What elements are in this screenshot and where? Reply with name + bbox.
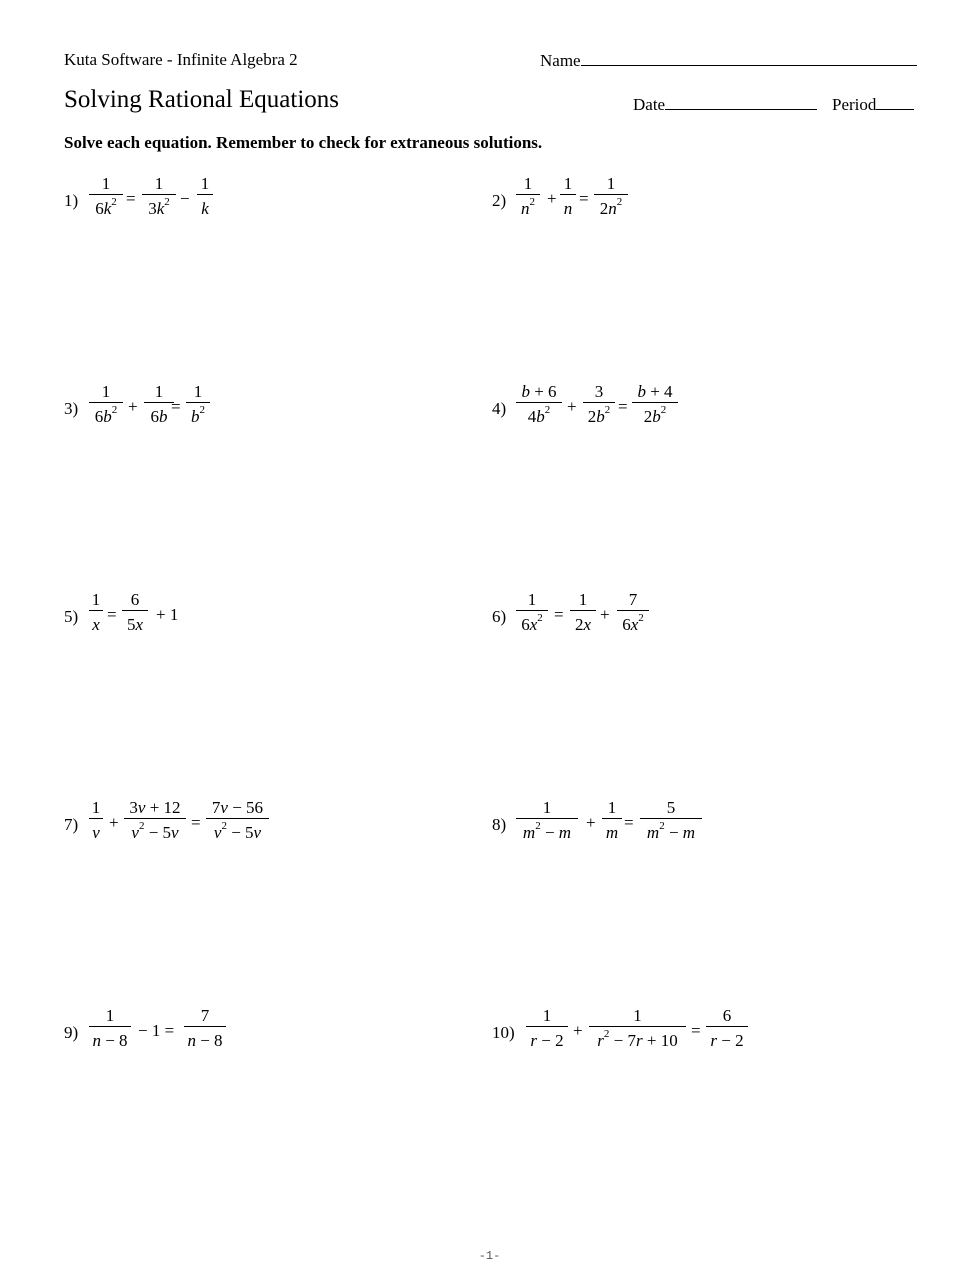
minus-one-equals: − 1 = — [138, 1021, 175, 1040]
fraction: b + 4 $2b^2$ — [632, 382, 678, 428]
period-field — [832, 94, 914, 115]
minus-sign: − — [180, 189, 190, 208]
plus-one: + 1 — [156, 605, 179, 624]
problem-number: 6) — [492, 607, 507, 626]
plus-sign: + — [567, 397, 577, 416]
equals-sign: = — [624, 813, 634, 832]
problem-number: 7) — [64, 815, 79, 834]
fraction: 1 n − 8 — [89, 1006, 131, 1052]
fraction: 6 5x — [122, 590, 148, 636]
fraction: 1 k — [197, 174, 213, 220]
instructions: Solve each equation. Remember to check for extraneous solutions. — [64, 133, 543, 152]
fraction: 1 6b — [144, 382, 174, 428]
fraction: 1 $3k^2$ — [142, 174, 176, 220]
fraction: 3 $2b^2$ — [583, 382, 615, 428]
problem-number: 1) — [64, 191, 79, 210]
plus-sign: + — [128, 397, 138, 416]
date-label: Date — [633, 95, 666, 114]
period-label: Period — [832, 95, 877, 114]
fraction: 1 m — [602, 798, 622, 844]
page-number: -1- — [478, 1249, 501, 1263]
fraction: 3v + 12 $v^2 - 5v$ — [124, 798, 186, 844]
fraction: 1 r − 2 — [526, 1006, 568, 1052]
fraction: b + 6 $4b^2$ — [516, 382, 562, 428]
header-source: Kuta Software - Infinite Algebra 2 — [64, 50, 298, 69]
date-field — [633, 94, 817, 115]
equals-sign: = — [126, 189, 136, 208]
name-blank — [581, 50, 917, 66]
fraction: 1 2x — [570, 590, 596, 636]
period-blank — [876, 94, 914, 110]
name-field — [540, 50, 917, 71]
fraction: 7v − 56 $v^2 - 5v$ — [206, 798, 269, 844]
date-blank — [665, 94, 817, 110]
fraction: 1 v — [89, 798, 103, 844]
fraction: 1 $n^2$ — [516, 174, 540, 220]
fraction: 1 $6b^2$ — [89, 382, 123, 428]
fraction: 7 $6x^2$ — [617, 590, 649, 636]
plus-sign: + — [547, 189, 557, 208]
equals-sign: = — [691, 1021, 701, 1040]
problem-number: 10) — [492, 1023, 515, 1042]
problem-number: 4) — [492, 399, 507, 418]
problem-number: 5) — [64, 607, 79, 626]
equals-sign: = — [579, 189, 589, 208]
equals-sign: = — [191, 813, 201, 832]
fraction: 7 n − 8 — [184, 1006, 226, 1052]
fraction: 1 x — [89, 590, 103, 636]
plus-sign: + — [600, 605, 610, 624]
fraction: 1 $6k^2$ — [89, 174, 123, 220]
fraction: 5 $m^2 - m$ — [640, 798, 702, 844]
fraction: 1 $m^2 - m$ — [516, 798, 578, 844]
fraction: 1 $r^2 - 7r + 10$ — [589, 1006, 686, 1052]
fraction: 1 n — [560, 174, 576, 220]
plus-sign: + — [573, 1021, 583, 1040]
equals-sign: = — [618, 397, 628, 416]
fraction: 6 r − 2 — [706, 1006, 748, 1052]
problem-number: 3) — [64, 399, 79, 418]
plus-sign: + — [109, 813, 119, 832]
problem-number: 8) — [492, 815, 507, 834]
fraction: 1 $6x^2$ — [516, 590, 548, 636]
problem-number: 9) — [64, 1023, 79, 1042]
equals-sign: = — [107, 605, 117, 624]
problem-number: 2) — [492, 191, 507, 210]
fraction: 1 $2n^2$ — [594, 174, 628, 220]
equals-sign: = — [554, 605, 564, 624]
name-label: Name — [540, 51, 581, 70]
page-title: Solving Rational Equations — [64, 86, 339, 113]
plus-sign: + — [586, 813, 596, 832]
equals-sign: = — [171, 397, 181, 416]
fraction: 1 $b^2$ — [186, 382, 210, 428]
